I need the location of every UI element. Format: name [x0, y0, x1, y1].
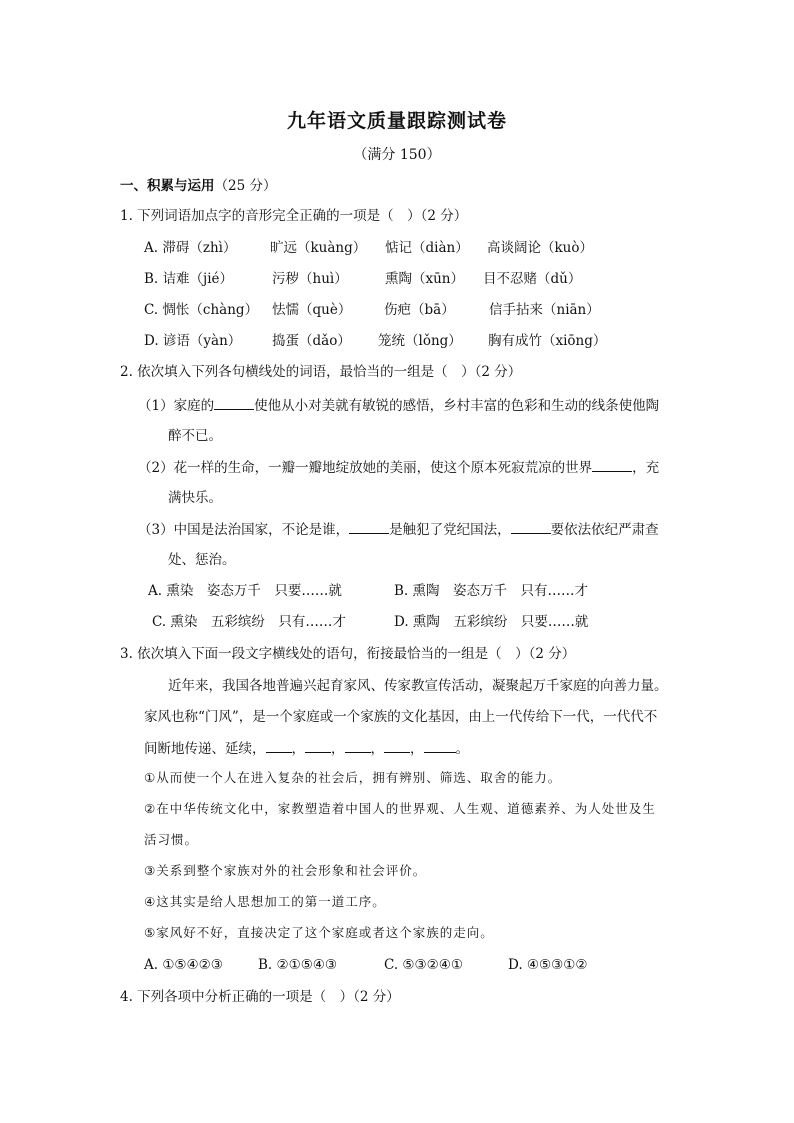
q1-option-c-word1: C. 惆怅（chàng） — [144, 302, 259, 318]
q2-sentence-2 — [138, 457, 659, 478]
q2-sentence-3 — [138, 519, 659, 540]
q2-s1-continuation: 醉不已。 — [168, 428, 222, 444]
question-3-stem: 3. 依次填入下面一段文字横线处的语句，衔接最恰当的一组是（ ）（2 分） — [120, 646, 576, 662]
period: 。 — [455, 741, 469, 757]
page-subtitle: （满分 150） — [353, 147, 441, 163]
section-heading — [120, 176, 276, 196]
q3-item-1: ①从而使一个人在进入复杂的社会后，拥有辨别、筛选、取舍的能力。 — [144, 770, 562, 785]
comma: ， — [370, 741, 384, 757]
q2-s2-continuation: 满快乐。 — [168, 490, 222, 506]
q2-option-a: A. 熏染 姿态万千 只要……就 — [148, 583, 342, 599]
answer-blank — [305, 738, 331, 753]
answer-blank — [349, 519, 389, 534]
q2-option-d: D. 熏陶 五彩缤纷 只要……就 — [394, 614, 589, 630]
q3-item-3: ③关系到整个家族对外的社会形象和社会评价。 — [144, 863, 427, 878]
q2-option-c: C. 熏染 五彩缤纷 只有……才 — [152, 614, 346, 630]
section-heading-text: 一、积累与运用 — [120, 178, 215, 194]
q3-option-d: D. ④⑤③①② — [508, 957, 588, 973]
q2-option-b: B. 熏陶 姿态万千 只有……才 — [394, 583, 589, 599]
q1-option-c-word4: 信手拈来（niān） — [489, 302, 600, 318]
q1-option-d-word4: 胸有成竹（xiōng） — [488, 333, 607, 349]
q3-option-a: A. ①⑤④②③ — [144, 957, 223, 973]
q2-s2-part2: ，充 — [632, 460, 660, 476]
q1-option-d-word3: 笼统（lǒng） — [378, 333, 462, 349]
comma: ， — [331, 741, 345, 757]
q1-option-a-word4: 高谈阔论（kuò） — [487, 240, 594, 256]
question-2-stem: 2. 依次填入下列各句横线处的词语，最恰当的一组是（ ）（2 分） — [120, 364, 522, 380]
q2-s3-continuation: 处、惩治。 — [168, 552, 236, 568]
q3-option-b: B. ②①⑤④③ — [258, 957, 338, 973]
q1-option-d-word2: 捣蛋（dǎo） — [272, 333, 351, 349]
q3-item-4: ④这其实是给人思想加工的第一道工序。 — [144, 894, 386, 909]
q1-option-a-word2: 旷远（kuàng） — [270, 240, 367, 256]
page-title: 九年语文质量跟踪测试卷 — [286, 110, 507, 132]
q2-s2-part1: （2）花一样的生命，一瓣一瓣地绽放她的美丽，使这个原本死寂荒凉的世界 — [138, 460, 593, 476]
q3-item-2-continuation: 活习惯。 — [144, 832, 199, 847]
q1-option-b-word3: 熏陶（xūn） — [385, 271, 465, 287]
q1-option-b-word2: 污秽（huì） — [272, 271, 348, 287]
q1-option-b-word4: 目不忍赌（dǔ） — [483, 271, 582, 287]
answer-blank — [345, 738, 371, 753]
q1-option-c-word2: 怯懦（què） — [272, 302, 352, 318]
q3-item-5: ⑤家风好不好，直接决定了这个家庭或者这个家族的走向。 — [144, 925, 494, 940]
q2-s1-part2: 使他从小对美就有敏锐的感悟，乡村丰富的色彩和生动的线条使他陶 — [254, 398, 660, 414]
q1-option-b-word1: B. 诘难（jié） — [144, 271, 233, 287]
q3-option-c: C. ⑤③②④① — [384, 957, 463, 973]
question-4-stem: 4. 下列各项中分析正确的一项是（ ）（2 分） — [120, 989, 400, 1005]
q2-s3-part3: 要依法依纪严肃查 — [550, 522, 659, 538]
answer-blank — [424, 738, 456, 753]
q1-option-d-word1: D. 谚语（yàn） — [144, 333, 242, 349]
q3-passage-line-3 — [144, 738, 469, 759]
q3-passage-line-2: 家风也称“门风”，是一个家庭或一个家族的文化基因，由上一代传给下一代，一代代不 — [144, 709, 658, 725]
question-1-stem: 1. 下列词语加点字的音形完全正确的一项是（ ）（2 分） — [120, 208, 468, 224]
q2-sentence-1 — [138, 395, 659, 416]
q3-passage-text: 间断地传递、延续， — [144, 741, 266, 757]
comma: ， — [410, 741, 424, 757]
answer-blank — [511, 519, 551, 534]
q2-s3-part2: 是触犯了党纪国法， — [389, 522, 511, 538]
q3-item-2: ②在中华传统文化中，家教塑造着中国人的世界观、人生观、道德素养、为人处世及生 — [144, 801, 656, 816]
answer-blank — [214, 395, 254, 410]
answer-blank — [592, 457, 632, 472]
q1-option-a-word3: 惦记（diàn） — [385, 240, 469, 256]
answer-blank — [266, 738, 292, 753]
q3-passage-line-1: 近年来，我国各地普遍兴起育家风、传家教宣传活动，凝聚起万千家庭的向善力量。 — [168, 678, 668, 694]
q1-option-a-word1: A. 滞碍（zhì） — [144, 240, 237, 256]
q1-option-c-word3: 伤疤（bā） — [384, 302, 455, 318]
q2-s1-part1: （1）家庭的 — [138, 398, 215, 414]
comma: ， — [291, 741, 305, 757]
q2-s3-part1: （3）中国是法治国家，不论是谁， — [138, 522, 350, 538]
answer-blank — [384, 738, 410, 753]
section-points: （25 分） — [214, 178, 277, 194]
